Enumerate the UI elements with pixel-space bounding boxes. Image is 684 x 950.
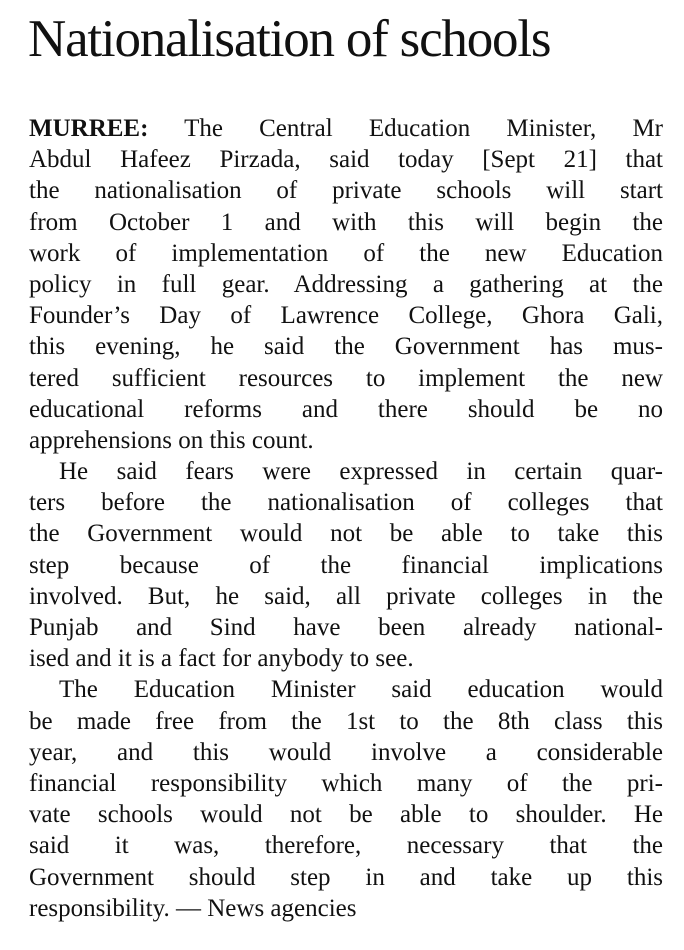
article-line: apprehensions on this count.: [29, 426, 314, 454]
article-line: Government should step in and take up this: [29, 863, 663, 891]
article-line: involved. But, he said, all private colleges in the: [29, 582, 663, 610]
article-line: the Government would not be able to take this: [29, 520, 663, 548]
article-line: Punjab and Sind have been already national-: [29, 614, 663, 641]
article-line: this evening, he said the Government has mus-: [29, 333, 663, 361]
article-line: work of implementation of the new Education: [29, 239, 663, 267]
article-line: the nationalisation of private schools will start: [29, 177, 663, 205]
article-line: be made free from the 1st to the 8th class this: [29, 707, 663, 735]
article-line: He said fears were expressed in certain quar-: [59, 458, 663, 486]
article-line: ised and it is a fact for anybody to see.: [29, 645, 414, 673]
article-line: year, and this would involve a considerable: [29, 738, 663, 766]
article-line-text: The Central Education Minister, Mr: [148, 115, 663, 142]
headline: Nationalisation of schools: [28, 10, 551, 68]
article-line: The Education Minister said education would: [59, 676, 663, 704]
article-line: tered sufficient resources to implement the new: [29, 364, 663, 392]
article-line: step because of the financial implications: [29, 551, 663, 579]
article-line: Abdul Hafeez Pirzada, said today [Sept 21] that: [29, 146, 663, 174]
article-line: responsibility. — News agencies: [29, 894, 357, 922]
article-line: educational reforms and there should be no: [29, 395, 663, 423]
article-line: Founder’s Day of Lawrence College, Ghora Gali,: [29, 302, 663, 330]
article-line: from October 1 and with this will begin the: [29, 208, 663, 236]
article-body: [29, 113, 663, 924]
article-line: ters before the nationalisation of colleges that: [29, 489, 663, 517]
article-line: [29, 113, 663, 144]
article-line: policy in full gear. Addressing a gathering at the: [29, 270, 663, 298]
article-line: vate schools would not be able to shoulder. He: [29, 801, 663, 829]
article-line: financial responsibility which many of the pri-: [29, 769, 663, 797]
article-line: said it was, therefore, necessary that the: [29, 832, 663, 860]
dateline: MURREE:: [29, 115, 149, 142]
